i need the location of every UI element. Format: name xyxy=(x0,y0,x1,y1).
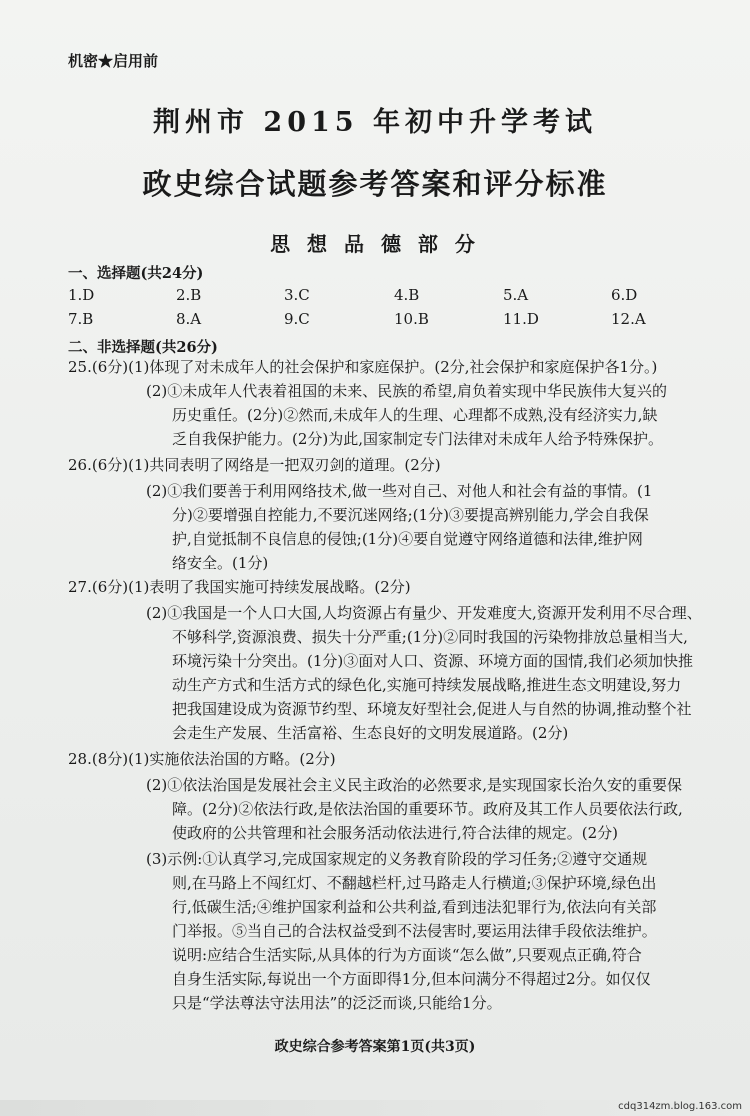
answer-line: 会走生产发展、生活富裕、生态良好的文明发展道路。(2分) xyxy=(172,724,569,742)
section-title: 思 想 品 德 部 分 xyxy=(270,232,480,256)
answer-line: 则,在马路上不闯红灯、不翻越栏杆,过马路走人行横道;③保护环境,绿色出 xyxy=(172,874,657,892)
page-footer: 政史综合参考答案第1页(共3页) xyxy=(274,1039,476,1055)
answer-line: 不够科学,资源浪费、损失十分严重;(1分)②同时我国的污染物排放总量相当大, xyxy=(172,628,688,646)
answer-line: 28.(8分)(1)实施依法治国的方略。(2分) xyxy=(68,750,336,768)
answer-line: 说明:应结合生活实际,从具体的行为方面谈“怎么做”,只要观点正确,符合 xyxy=(172,946,642,964)
answer-item: 8.A xyxy=(176,310,202,328)
answer-item: 7.B xyxy=(68,310,94,328)
document-title: 政史综合试题参考答案和评分标准 xyxy=(142,167,608,201)
answer-item: 11.D xyxy=(503,310,539,328)
answer-line: 使政府的公共管理和社会服务活动依法进行,符合法律的规定。(2分) xyxy=(172,824,619,842)
answer-line: 26.(6分)(1)共同表明了网络是一把双刃剑的道理。(2分) xyxy=(68,456,441,474)
answer-line: (2)①依法治国是发展社会主义民主政治的必然要求,是实现国家长治久安的重要保 xyxy=(146,776,683,794)
answer-line: (2)①未成年人代表着祖国的未来、民族的希望,肩负着实现中华民族伟大复兴的 xyxy=(146,382,668,400)
answer-line: 分)②要增强自控能力,不要沉迷网络;(1分)③要提高辨别能力,学会自我保 xyxy=(172,506,649,524)
answer-line: 动生产方式和生活方式的绿色化,实施可持续发展战略,推进生态文明建设,努力 xyxy=(172,676,682,694)
answer-line: 27.(6分)(1)表明了我国实施可持续发展战略。(2分) xyxy=(68,578,411,596)
exam-title: 荆州市 2015 年初中升学考试 xyxy=(153,107,597,138)
answer-row-1 xyxy=(68,286,688,308)
answer-item: 10.B xyxy=(394,310,429,328)
answer-item: 3.C xyxy=(284,286,310,304)
answer-row-2 xyxy=(68,310,688,332)
answer-line: 历史重任。(2分)②然而,未成年人的生理、心理都不成熟,没有经济实力,缺 xyxy=(172,406,658,424)
answer-line: 障。(2分)②依法行政,是依法治国的重要环节。政府及其工作人员要依法行政, xyxy=(172,800,683,818)
answer-line: (2)①我们要善于利用网络技术,做一些对自己、对他人和社会有益的事情。(1 xyxy=(146,482,653,500)
answer-item: 9.C xyxy=(284,310,310,328)
part2-heading: 二、非选择题(共26分) xyxy=(68,339,218,356)
answer-line: 门举报。⑤当自己的合法权益受到不法侵害时,要运用法律手段依法维护。 xyxy=(172,922,657,940)
answer-line: 只是“学法尊法守法用法”的泛泛而谈,只能给1分。 xyxy=(172,994,502,1012)
answer-item: 12.A xyxy=(611,310,646,328)
answer-item: 6.D xyxy=(611,286,638,304)
answer-line: 行,低碳生活;④维护国家利益和公共利益,看到违法犯罪行为,依法向有关部 xyxy=(172,898,657,916)
answer-line: 把我国建设成为资源节约型、环境友好型社会,促进人与自然的协调,推动整个社 xyxy=(172,700,692,718)
answer-item: 5.A xyxy=(503,286,529,304)
answer-line: 护,自觉抵制不良信息的侵蚀;(1分)④要自觉遵守网络道德和法律,维护网 xyxy=(172,530,643,548)
answer-line: 乏自我保护能力。(2分)为此,国家制定专门法律对未成年人给予特殊保护。 xyxy=(172,430,664,448)
confidential-mark: 机密★启用前 xyxy=(68,52,159,70)
answer-item: 2.B xyxy=(176,286,202,304)
answer-line: 环境污染十分突出。(1分)③面对人口、资源、环境方面的国情,我们必须加快推 xyxy=(172,652,694,670)
part1-heading: 一、选择题(共24分) xyxy=(68,265,204,282)
watermark-text: cdq314zm.blog.163.com xyxy=(618,1101,742,1112)
answer-item: 1.D xyxy=(68,286,95,304)
answer-line: 25.(6分)(1)体现了对未成年人的社会保护和家庭保护。(2分,社会保护和家庭保护各1分。) xyxy=(68,358,658,376)
answer-line: 自身生活实际,每说出一个方面即得1分,但本问满分不得超过2分。如仅仅 xyxy=(172,970,651,988)
answer-line: (3)示例:①认真学习,完成国家规定的义务教育阶段的学习任务;②遵守交通规 xyxy=(146,850,648,868)
answer-line: (2)①我国是一个人口大国,人均资源占有量少、开发难度大,资源开发利用不尽合理、 xyxy=(146,604,702,622)
answer-item: 4.B xyxy=(394,286,420,304)
answer-line: 络安全。(1分) xyxy=(172,554,269,572)
